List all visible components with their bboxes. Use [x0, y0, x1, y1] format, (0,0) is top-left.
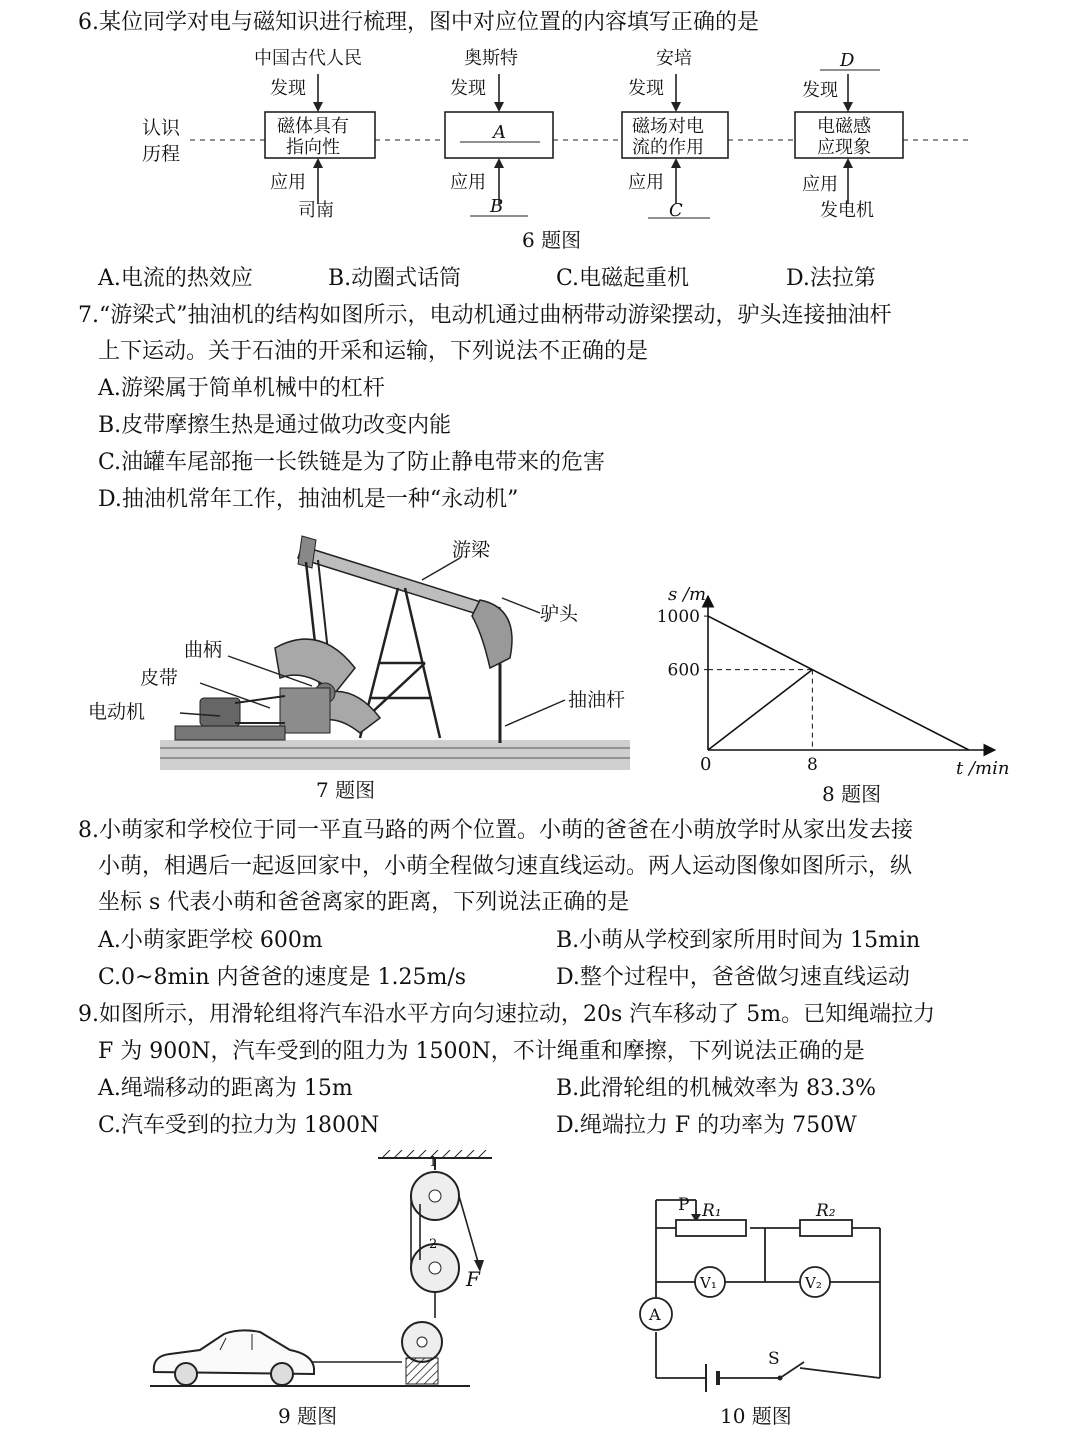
q6-option-a: A.电流的热效应: [98, 266, 253, 291]
q6-apply-1: 应用: [270, 172, 306, 193]
q6-discoverer-2: 奥斯特: [464, 48, 518, 69]
q7-stem-line-1: 7.“游梁式”抽油机的结构如图所示，电动机通过曲柄带动游梁摆动，驴头连接抽油杆: [78, 303, 892, 328]
q8-option-a: A.小萌家距学校 600m: [98, 928, 323, 953]
q8-option-c: C.0~8min 内爸爸的速度是 1.25m/s: [98, 965, 467, 990]
q10-caption: 10 题图: [720, 1404, 792, 1428]
q8-stem-line-2: 小萌，相遇后一起返回家中，小萌全程做匀速直线运动。两人运动图像如图所示，纵: [98, 854, 913, 879]
chart-series-line-1: [708, 616, 969, 750]
q6-diagram: [120, 44, 980, 244]
q6-app-2-blank: B: [490, 196, 504, 217]
v1-label: V₁: [700, 1274, 717, 1292]
pump-label-head: 驴头: [540, 603, 579, 625]
q6-found-3: 发现: [628, 78, 664, 99]
pump-jack-illustration: [80, 528, 640, 788]
q6-option-d: D.法拉第: [786, 266, 876, 291]
r1-label: R₁: [702, 1201, 722, 1221]
q6-found-2: 发现: [450, 78, 486, 99]
q6-option-c: C.电磁起重机: [556, 266, 690, 291]
switch-label: S: [768, 1349, 780, 1369]
r2-label: R₂: [816, 1201, 836, 1221]
chart-x-label: t /min: [956, 758, 1010, 779]
q6-box-2-blank: A: [493, 122, 506, 143]
resistor-r2: [800, 1220, 852, 1236]
q6-box-1-line-2: 指向性: [286, 137, 340, 158]
q9-option-a: A.绳端移动的距离为 15m: [98, 1076, 353, 1101]
q6-app-1: 司南: [298, 200, 334, 221]
q7-option-b: B.皮带摩擦生热是通过做功改变内能: [98, 413, 452, 438]
chart-origin-label: 0: [700, 754, 712, 775]
q8-caption: 8 题图: [822, 782, 882, 806]
q6-row-label-1: 认识: [142, 117, 181, 139]
pump-label-rod: 抽油杆: [568, 689, 626, 711]
q8-stem-line-3: 坐标 s 代表小萌和爸爸离家的距离，下列说法正确的是: [98, 890, 630, 915]
chart-y-tick-label: 1000: [656, 607, 700, 628]
ammeter-label: A: [649, 1305, 661, 1324]
q8-option-b: B.小萌从学校到家所用时间为 15min: [556, 928, 921, 953]
pump-label-motor: 电动机: [88, 701, 146, 723]
pulley-2-number: 2: [429, 1237, 438, 1252]
q7-option-c: C.油罐车尾部拖一长铁链是为了防止静电带来的危害: [98, 450, 606, 475]
pump-label-belt: 皮带: [140, 667, 179, 689]
q9-option-d: D.绳端拉力 F 的功率为 750W: [556, 1113, 857, 1138]
q6-box-3-line-2: 流的作用: [632, 137, 704, 158]
q8-option-d: D.整个过程中，爸爸做匀速直线运动: [556, 965, 910, 990]
q7-caption: 7 题图: [316, 778, 376, 802]
q9-option-c: C.汽车受到的拉力为 1800N: [98, 1113, 380, 1138]
pulley-diagram: [140, 1150, 540, 1400]
chart-y-label: s /m: [668, 584, 707, 605]
q7-option-a: A.游梁属于简单机械中的杠杆: [98, 376, 385, 401]
q6-option-b: B.动圈式话筒: [328, 266, 462, 291]
q6-box-3-line-1: 磁场对电: [632, 116, 704, 137]
pump-label-beam: 游梁: [452, 539, 491, 561]
q8-stem-line-1: 8.小萌家和学校位于同一平直马路的两个位置。小萌的爸爸在小萌放学时从家出发去接: [78, 818, 913, 843]
q9-stem-line-1: 9.如图所示，用滑轮组将汽车沿水平方向匀速拉动，20s 汽车移动了 5m。已知绳端拉力: [78, 1002, 936, 1027]
pump-label-crank: 曲柄: [184, 639, 223, 661]
q8-chart: [650, 580, 1030, 780]
v2-label: V₂: [805, 1274, 822, 1292]
q6-discoverer-4: D: [840, 50, 855, 71]
q6-box-4-line-2: 应现象: [817, 137, 871, 158]
resistor-r1: [676, 1220, 746, 1236]
q6-apply-3: 应用: [628, 172, 664, 193]
q6-apply-2: 应用: [450, 172, 486, 193]
q6-row-label-2: 历程: [142, 143, 181, 165]
q9-option-b: B.此滑轮组的机械效率为 83.3%: [556, 1076, 877, 1101]
chart-x-tick-label: 8: [806, 755, 818, 775]
circuit-diagram: [620, 1190, 910, 1400]
q9-caption: 9 题图: [278, 1404, 338, 1428]
q7-stem-line-2: 上下运动。关于石油的开采和运输，下列说法不正确的是: [98, 339, 649, 364]
q6-box-1-line-1: 磁体具有: [277, 116, 349, 137]
q6-found-4: 发现: [802, 80, 838, 101]
q9-stem-line-2: F 为 900N，汽车受到的阻力为 1500N，不计绳重和摩擦，下列说法正确的是: [98, 1039, 865, 1064]
q6-discoverer-3: 安培: [656, 48, 692, 69]
q6-app-3-blank: C: [669, 200, 683, 221]
pulley-1-number: 1: [429, 1155, 438, 1170]
q6-caption: 6 题图: [522, 228, 582, 252]
chart-series-line-2: [708, 670, 812, 750]
chart-y-tick-label: 600: [667, 660, 700, 681]
q6-found-1: 发现: [270, 78, 306, 99]
slider-label: P: [678, 1195, 690, 1215]
q6-discoverer-1: 中国古代人民: [254, 48, 362, 69]
q6-app-4: 发电机: [820, 200, 874, 221]
q6-apply-4: 应用: [802, 174, 838, 195]
q6-box-4-line-1: 电磁感: [817, 116, 871, 137]
q7-option-d: D.抽油机常年工作，抽油机是一种“永动机”: [98, 487, 519, 512]
force-label: F: [466, 1267, 480, 1291]
q6-stem: 6.某位同学对电与磁知识进行梳理，图中对应位置的内容填写正确的是: [78, 10, 759, 35]
